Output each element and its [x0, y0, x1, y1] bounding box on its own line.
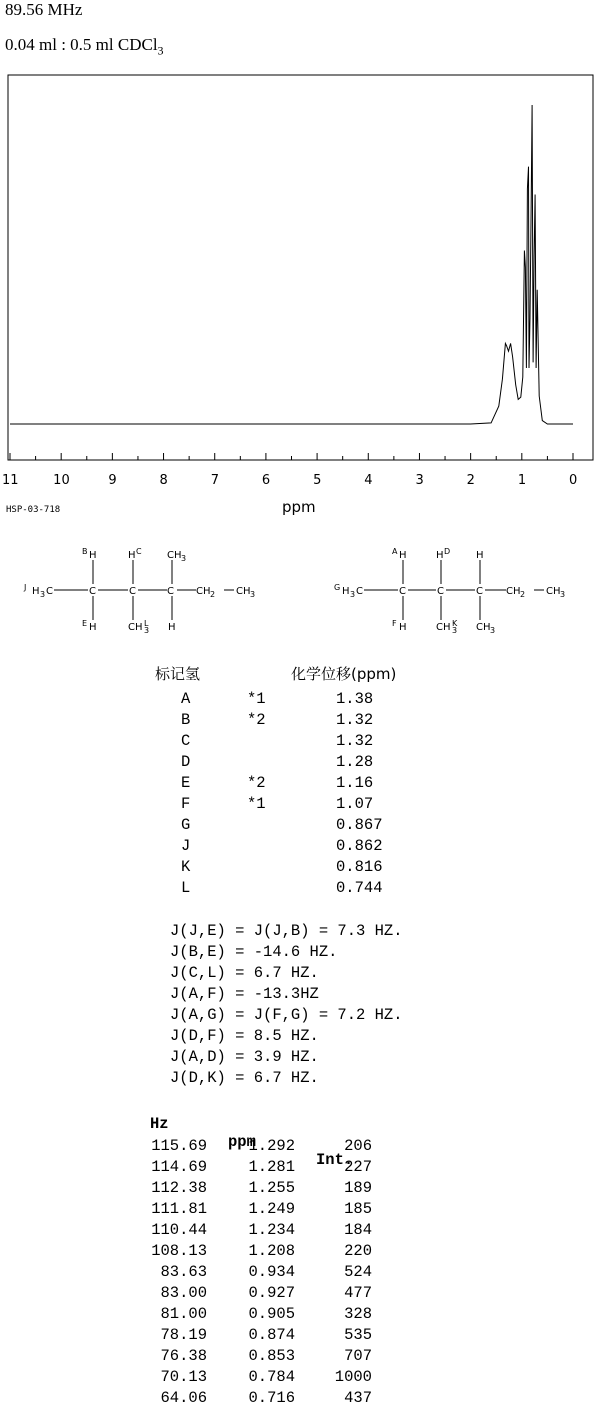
shift-label: G: [181, 816, 191, 834]
shift-label: C: [181, 732, 191, 750]
peak-ppm: 0.934: [248, 1263, 295, 1281]
atom-label: F: [392, 619, 397, 628]
atom-label: 3: [181, 554, 187, 563]
atom-label: C: [399, 586, 406, 597]
peak-int: 1000: [334, 1368, 372, 1386]
peak-ppm: 1.249: [248, 1200, 295, 1218]
peak-ppm: 1.255: [248, 1179, 295, 1197]
spectrometer-frequency: 89.56 MHz: [5, 0, 83, 19]
coupling-line: J(J,E) = J(J,B) = 7.3 HZ.: [170, 922, 403, 940]
peak-ppm: 0.784: [248, 1368, 295, 1386]
atom-label: C: [136, 547, 142, 556]
atom-label: H: [89, 622, 97, 633]
atom-label: 3: [490, 626, 496, 635]
peak-table-row: [0, 1200, 595, 1221]
atom-label: A: [392, 547, 398, 556]
atom-label: H: [399, 622, 407, 633]
peak-hz: 108.13: [151, 1242, 207, 1260]
spectrum-trace: [10, 105, 573, 424]
peak-table-row: [0, 1326, 595, 1347]
x-tick-label: 9: [108, 473, 117, 488]
peak-hz: 112.38: [151, 1179, 207, 1197]
atom-label: 3: [40, 590, 46, 599]
atom-label: 3: [350, 590, 356, 599]
shift-label: D: [181, 753, 191, 771]
shift-table-row: [0, 879, 595, 900]
sample-subscript: 3: [157, 43, 164, 58]
shift-note: *1: [247, 690, 266, 708]
shift-shift: 0.867: [336, 816, 383, 834]
atom-label: C: [437, 586, 444, 597]
atom-label: CH: [236, 586, 251, 597]
shift-label: J: [181, 837, 191, 855]
atom-label: CH: [436, 622, 451, 633]
x-tick-label: 2: [466, 473, 475, 488]
peak-hz: 76.38: [160, 1347, 207, 1365]
atom-label: 3: [144, 626, 150, 635]
shift-table-row: [0, 753, 595, 774]
peak-table-row: [0, 1368, 595, 1389]
peak-col-ppm: ppm: [228, 1133, 256, 1151]
x-axis-tick-labels: [0, 470, 595, 490]
peak-ppm: 1.234: [248, 1221, 295, 1239]
atom-label: C: [46, 586, 53, 597]
atom-label: D: [444, 547, 451, 556]
shift-shift: 1.32: [336, 732, 374, 750]
peak-table-row: [0, 1263, 595, 1284]
shift-table-row: [0, 795, 595, 816]
structure-left: [20, 540, 280, 640]
peak-table-row: [0, 1284, 595, 1305]
atom-label: J: [24, 583, 27, 592]
nmr-spectrum-chart: [0, 70, 595, 470]
shift-shift: 1.16: [336, 774, 374, 792]
shift-table-row: [0, 732, 595, 753]
atom-label: 2: [520, 590, 526, 599]
atom-label: 3: [452, 626, 458, 635]
peak-hz: 111.81: [151, 1200, 207, 1218]
peak-int: 437: [344, 1389, 372, 1407]
spectrum-id: HSP-03-718: [6, 505, 61, 515]
peak-col-hz: Hz: [150, 1115, 169, 1133]
x-tick-label: 3: [415, 473, 424, 488]
atom-label: H: [476, 550, 484, 561]
atom-label: CH: [506, 586, 521, 597]
coupling-line: J(A,G) = J(F,G) = 7.2 HZ.: [170, 1006, 403, 1024]
shift-table-row: [0, 858, 595, 879]
shift-shift: 0.862: [336, 837, 383, 855]
peak-ppm: 1.281: [248, 1158, 295, 1176]
peak-int: 328: [344, 1305, 372, 1323]
peak-ppm: 1.208: [248, 1242, 295, 1260]
atom-label: H: [342, 586, 350, 597]
shift-label: E: [181, 774, 191, 792]
peak-table-row: [0, 1242, 595, 1263]
atom-label: E: [82, 619, 88, 628]
atom-label: H: [436, 550, 444, 561]
peak-table-row: [0, 1137, 595, 1158]
atom-label: H: [89, 550, 97, 561]
peak-int: 707: [344, 1347, 372, 1365]
shift-table-row: [0, 711, 595, 732]
atom-label: G: [334, 583, 341, 592]
peak-hz: 64.06: [160, 1389, 207, 1407]
peak-hz: 70.13: [160, 1368, 207, 1386]
peak-hz: 81.00: [160, 1305, 207, 1323]
shift-label: A: [181, 690, 191, 708]
shift-label: K: [181, 858, 191, 876]
peak-table-row: [0, 1347, 595, 1368]
atom-label: 2: [210, 590, 216, 599]
shift-table-row: [0, 816, 595, 837]
shift-shift: 1.38: [336, 690, 374, 708]
x-tick-label: 1: [517, 473, 527, 488]
peak-int: 189: [344, 1179, 372, 1197]
atom-label: H: [128, 550, 136, 561]
chart-frame: [8, 75, 593, 460]
atom-label: H: [32, 586, 40, 597]
shift-table-row: [0, 774, 595, 795]
x-tick-label: 4: [364, 473, 373, 488]
peak-int: 535: [344, 1326, 372, 1344]
coupling-line: J(D,F) = 8.5 HZ.: [170, 1027, 319, 1045]
shift-shift: 1.32: [336, 711, 374, 729]
shift-shift: 1.28: [336, 753, 374, 771]
x-tick-label: 0: [569, 473, 578, 488]
atom-label: C: [129, 586, 136, 597]
peak-ppm: 0.853: [248, 1347, 295, 1365]
shift-shift: 1.07: [336, 795, 374, 813]
peak-ppm: 1.292: [248, 1137, 295, 1155]
peak-int: 524: [344, 1263, 372, 1281]
atom-label: CH: [546, 586, 561, 597]
peak-ppm: 0.874: [248, 1326, 295, 1344]
peak-hz: 110.44: [151, 1221, 207, 1239]
structure-right: [330, 540, 595, 640]
atom-label: C: [89, 586, 96, 597]
atom-label: CH: [476, 622, 491, 633]
x-tick-label: 11: [2, 473, 19, 488]
atom-label: 3: [250, 590, 256, 599]
shift-table-shift-header: 化学位移(ppm): [291, 665, 397, 683]
sample-text: 0.04 ml : 0.5 ml CDCl: [5, 35, 158, 54]
atom-label: K: [452, 619, 458, 628]
atom-label: CH: [167, 550, 182, 561]
peak-ppm: 0.927: [248, 1284, 295, 1302]
peak-hz: 114.69: [151, 1158, 207, 1176]
peak-table-row: [0, 1158, 595, 1179]
shift-shift: 0.816: [336, 858, 383, 876]
peak-int: 206: [344, 1137, 372, 1155]
coupling-line: J(D,K) = 6.7 HZ.: [170, 1069, 319, 1087]
peak-hz: 78.19: [160, 1326, 207, 1344]
atom-label: C: [167, 586, 174, 597]
shift-label: F: [181, 795, 191, 813]
atom-label: H: [168, 622, 176, 633]
peak-int: 227: [344, 1158, 372, 1176]
atom-label: 3: [560, 590, 566, 599]
peak-col-int: Int.: [316, 1151, 354, 1169]
atom-label: CH: [128, 622, 143, 633]
peak-ppm: 0.905: [248, 1305, 295, 1323]
coupling-line: J(A,F) = -13.3HZ: [170, 985, 319, 1003]
atom-label: L: [144, 619, 149, 628]
peak-table-row: [0, 1221, 595, 1242]
shift-label: L: [181, 879, 191, 897]
shift-table-label-header: 标记氢: [155, 665, 201, 683]
sample-description: [5, 35, 164, 58]
peak-hz: 83.63: [160, 1263, 207, 1281]
peak-table-row: [0, 1305, 595, 1326]
shift-table-row: [0, 837, 595, 858]
peak-table-row: [0, 1389, 595, 1410]
shift-table-row: [0, 690, 595, 711]
x-tick-label: 8: [159, 473, 168, 488]
shift-note: *1: [247, 795, 266, 813]
x-tick-label: 6: [261, 473, 271, 488]
peak-int: 184: [344, 1221, 372, 1239]
coupling-line: J(C,L) = 6.7 HZ.: [170, 964, 319, 982]
shift-note: *2: [247, 774, 266, 792]
peak-ppm: 0.716: [248, 1389, 295, 1407]
atom-label: C: [356, 586, 363, 597]
atom-label: CH: [196, 586, 211, 597]
peak-int: 220: [344, 1242, 372, 1260]
peak-table-row: [0, 1179, 595, 1200]
atom-label: H: [399, 550, 407, 561]
shift-note: *2: [247, 711, 266, 729]
peak-hz: 115.69: [151, 1137, 207, 1155]
peak-int: 477: [344, 1284, 372, 1302]
peak-int: 185: [344, 1200, 372, 1218]
peak-hz: 83.00: [160, 1284, 207, 1302]
x-axis-label: ppm: [282, 498, 316, 516]
x-tick-label: 7: [210, 473, 219, 488]
shift-shift: 0.744: [336, 879, 383, 897]
atom-label: B: [82, 547, 88, 556]
x-tick-label: 10: [53, 473, 70, 488]
coupling-line: J(A,D) = 3.9 HZ.: [170, 1048, 319, 1066]
coupling-line: J(B,E) = -14.6 HZ.: [170, 943, 338, 961]
shift-label: B: [181, 711, 191, 729]
atom-label: C: [476, 586, 483, 597]
x-tick-label: 5: [313, 473, 322, 488]
